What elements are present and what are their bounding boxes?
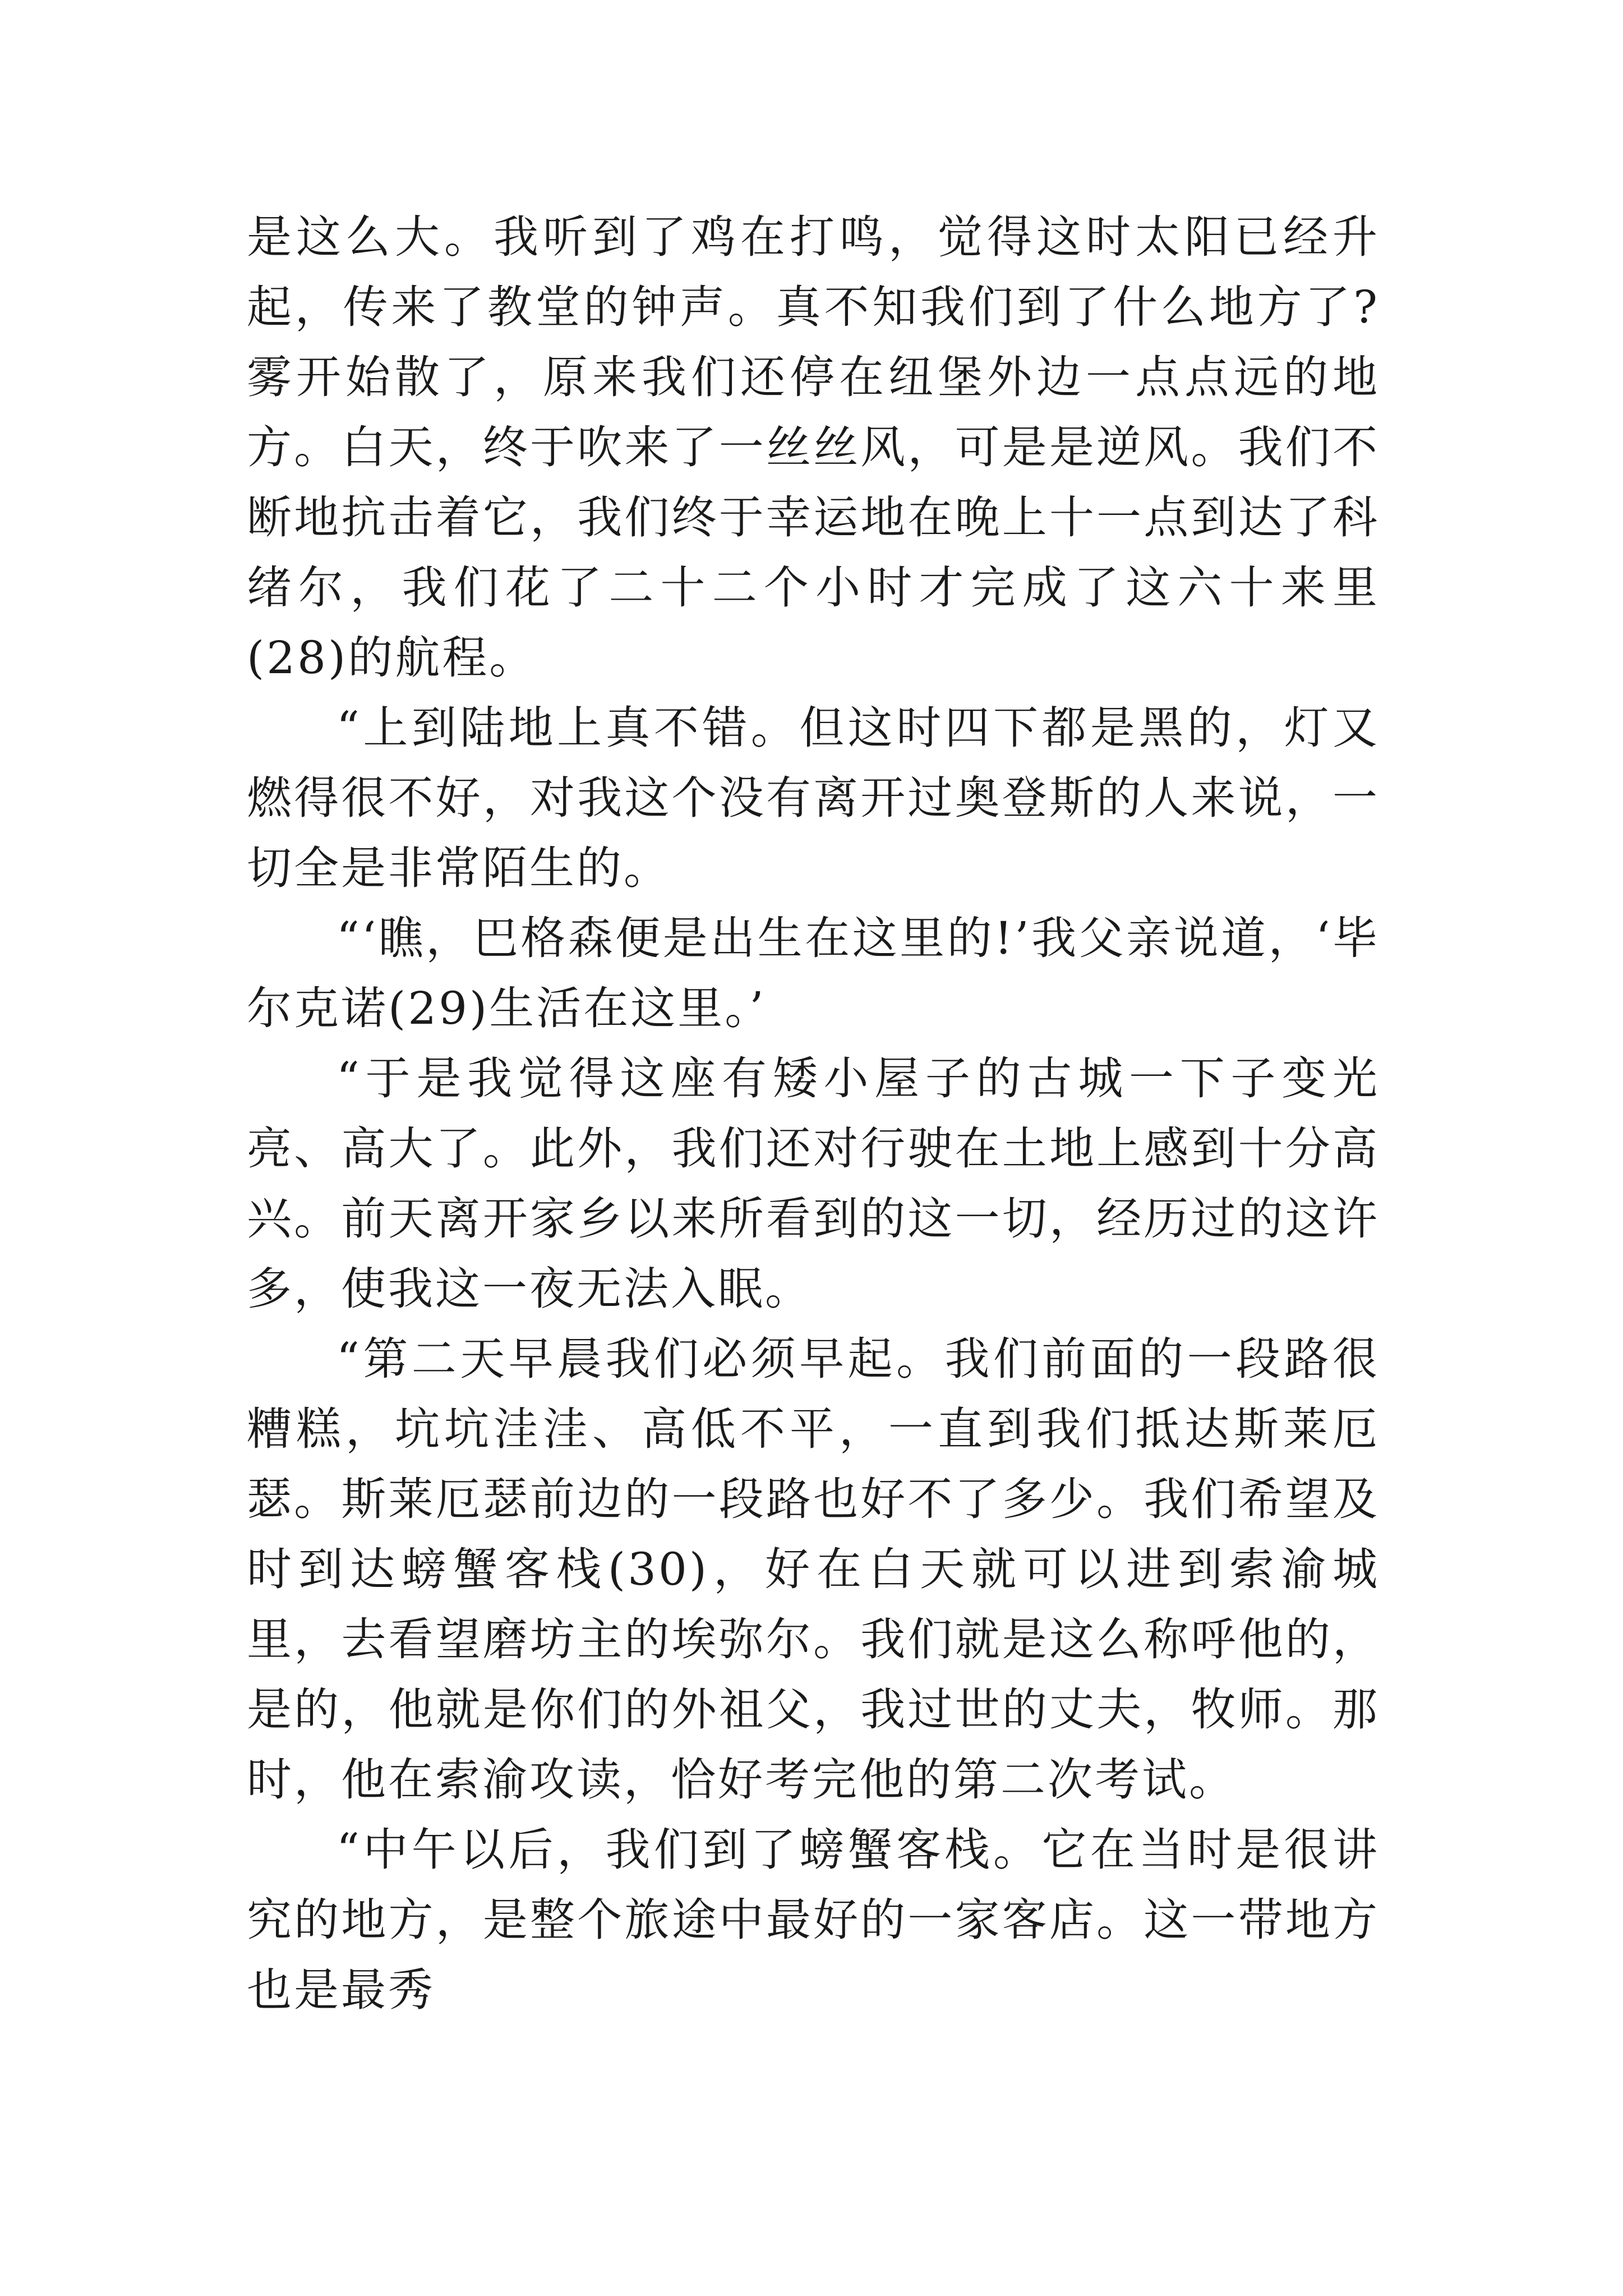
body-text: [247, 202, 1380, 2025]
paragraph-2: “上到陆地上真不错。但这时四下都是黑的，灯又燃得很不好，对我这个没有离开过奥登斯的人来说，一切全是非常陌生的。: [247, 702, 1380, 894]
paragraph-5: “第二天早晨我们必须早起。我们前面的一段路很糟糕，坑坑洼洼、高低不平，一直到我们抵达斯莱厄瑟。斯莱厄瑟前边的一段路也好不了多少。我们希望及时到达螃蟹客栈(30)，好在白天就可以进到索渝城里，去看望磨坊主的埃弥尔。我们就是这么称呼他的，是的，他就是你们的外祖父，我过世的丈夫，牧师。那时，他在索渝攻读，恰好考完他的第二次考试。: [247, 1333, 1380, 1806]
paragraph-1: 是这么大。我听到了鸡在打鸣，觉得这时太阳已经升起，传来了教堂的钟声。真不知我们到了什么地方了?雾开始散了，原来我们还停在纽堡外边一点点远的地方。白天，终于吹来了一丝丝风，可是是逆风。我们不断地抗击着它，我们终于幸运地在晚上十一点到达了科绪尔，我们花了二十二个小时才完成了这六十来里(28)的航程。: [247, 211, 1380, 684]
paragraph-4: “于是我觉得这座有矮小屋子的古城一下子变光亮、高大了。此外，我们还对行驶在土地上感到十分高兴。前天离开家乡以来所看到的这一切，经历过的这许多，使我这一夜无法入眠。: [247, 1052, 1380, 1315]
paragraph-6: “中午以后，我们到了螃蟹客栈。它在当时是很讲究的地方，是整个旅途中最好的一家客店。这一带地方也是最秀: [247, 1824, 1380, 2016]
paragraph-3: “‘瞧，巴格森便是出生在这里的!’我父亲说道，‘毕尔克诺(29)生活在这里。’: [247, 912, 1380, 1034]
